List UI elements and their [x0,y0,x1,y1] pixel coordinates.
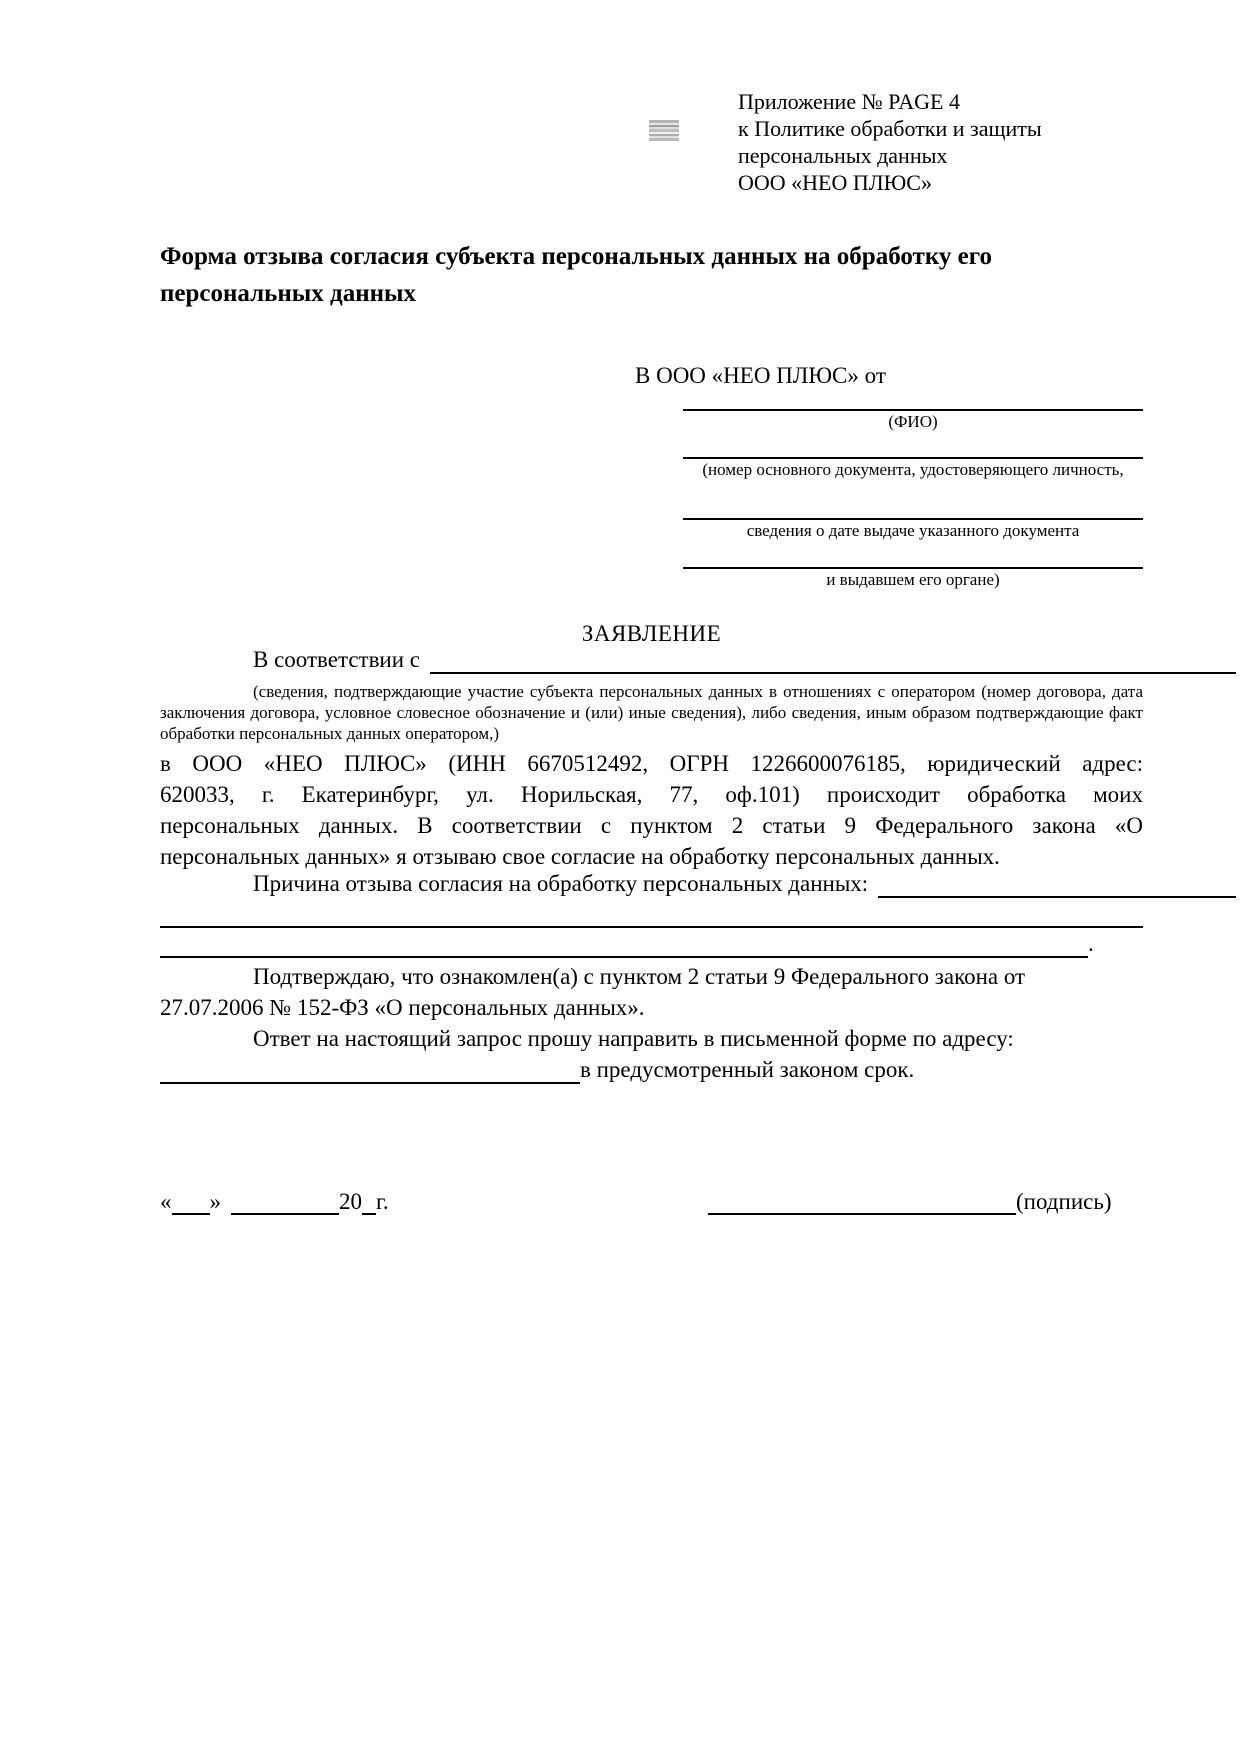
basis-footnote [160,681,1143,744]
acknowledgement-line: 27.07.2006 № 152-ФЗ «О персональных данных». [160,995,645,1020]
appendix-header-line: ООО «НЕО ПЛЮС» [738,170,932,195]
body-line: в ООО «НЕО ПЛЮС» (ИНН 6670512492, ОГРН 1226600076185, юридический адрес: [160,751,1143,776]
signature-group [708,1189,1111,1215]
appendix-header-line: персональных данных [738,143,948,168]
basis-row [160,646,1236,674]
acknowledgement-line: Подтверждаю, что ознакомлен(а) с пунктом 2 статьи 9 Федерального закона от [253,964,1026,989]
embedded-thumbnail-icon [649,120,679,141]
signature-caption: (подпись) [1016,1189,1112,1214]
date-close-quote: » [209,1189,221,1214]
statement-heading: ЗАЯВЛЕНИЕ [581,621,722,646]
date-open-quote: « [160,1189,172,1214]
date-year-prefix: 20 [339,1189,362,1214]
fio-field-line[interactable] [683,393,1143,411]
footnote-line: заключения договора, условное словесное обозначение и (или) иные сведения), либо сведения, иным образом подтверждающие факт [160,703,1143,722]
fio-field-caption: (ФИО) [888,412,938,431]
blank-line-period: . [1088,931,1094,956]
reason-label: Причина отзыва согласия на обработку персональных данных: [253,871,869,896]
addressee-line: В ООО «НЕО ПЛЮС» от [635,363,886,388]
body-line: персональных данных» я отзываю свое согласие на обработку персональных данных. [160,844,1000,869]
basis-field-line[interactable] [430,648,1236,674]
signature-field-line[interactable] [708,1189,1016,1215]
reply-deadline-text: в предусмотренный законом срок. [580,1057,915,1082]
reason-blank-line-2[interactable] [160,932,1088,958]
reason-row [160,870,1236,898]
issue-date-field-line[interactable] [683,502,1143,520]
body-paragraph [160,748,1143,872]
acknowledgement-paragraph [160,961,1143,1054]
date-group [160,1189,389,1215]
reason-field-line[interactable] [878,872,1236,898]
doc-number-field-caption: (номер основного документа, удостоверяющего личность, [702,460,1124,479]
date-year-field-line[interactable] [362,1189,376,1215]
doc-number-field-line[interactable] [683,441,1143,459]
addressee-fields [683,393,1143,603]
date-day-field-line[interactable] [172,1189,210,1215]
reason-blank-line-1[interactable] [160,902,1143,928]
reason-blank-row-1 [160,902,1143,928]
body-line: персональных данных. В соответствии с пунктом 2 статьи 9 Федерального закона «О [160,813,1143,838]
appendix-header-line: Приложение № PAGE 4 [738,89,960,114]
date-signature-row [160,1183,1143,1215]
issue-date-field-caption: сведения о дате выдаче указанного документа [746,521,1080,540]
document-title: Форма отзыва согласия субъекта персональных данных на обработку его персональных данных [160,243,992,307]
issuer-field-caption: и выдавшем его органе) [826,570,1000,589]
date-month-field-line[interactable] [231,1189,339,1215]
body-line: 620033, г. Екатеринбург, ул. Норильская, 77, оф.101) происходит обработка моих [160,782,1143,807]
footnote-line: обработки персональных данных оператором,) [160,724,500,743]
reply-address-field-line[interactable] [160,1058,580,1084]
appendix-header [738,88,1068,196]
appendix-header-line: к Политике обработки и защиты [738,116,1042,141]
reply-request-line: Ответ на настоящий запрос прошу направить в письменной форме по адресу: [253,1026,1014,1051]
basis-label: В соответствии с [253,647,421,672]
reply-address-row [160,1056,1143,1084]
issuer-field-line[interactable] [683,551,1143,569]
footnote-line: (сведения, подтверждающие участие субъекта персональных данных в отношениях с оператором (номер договора, дата [253,682,1143,701]
date-year-suffix: г. [376,1189,389,1214]
reason-blank-row-2 [160,930,1143,958]
